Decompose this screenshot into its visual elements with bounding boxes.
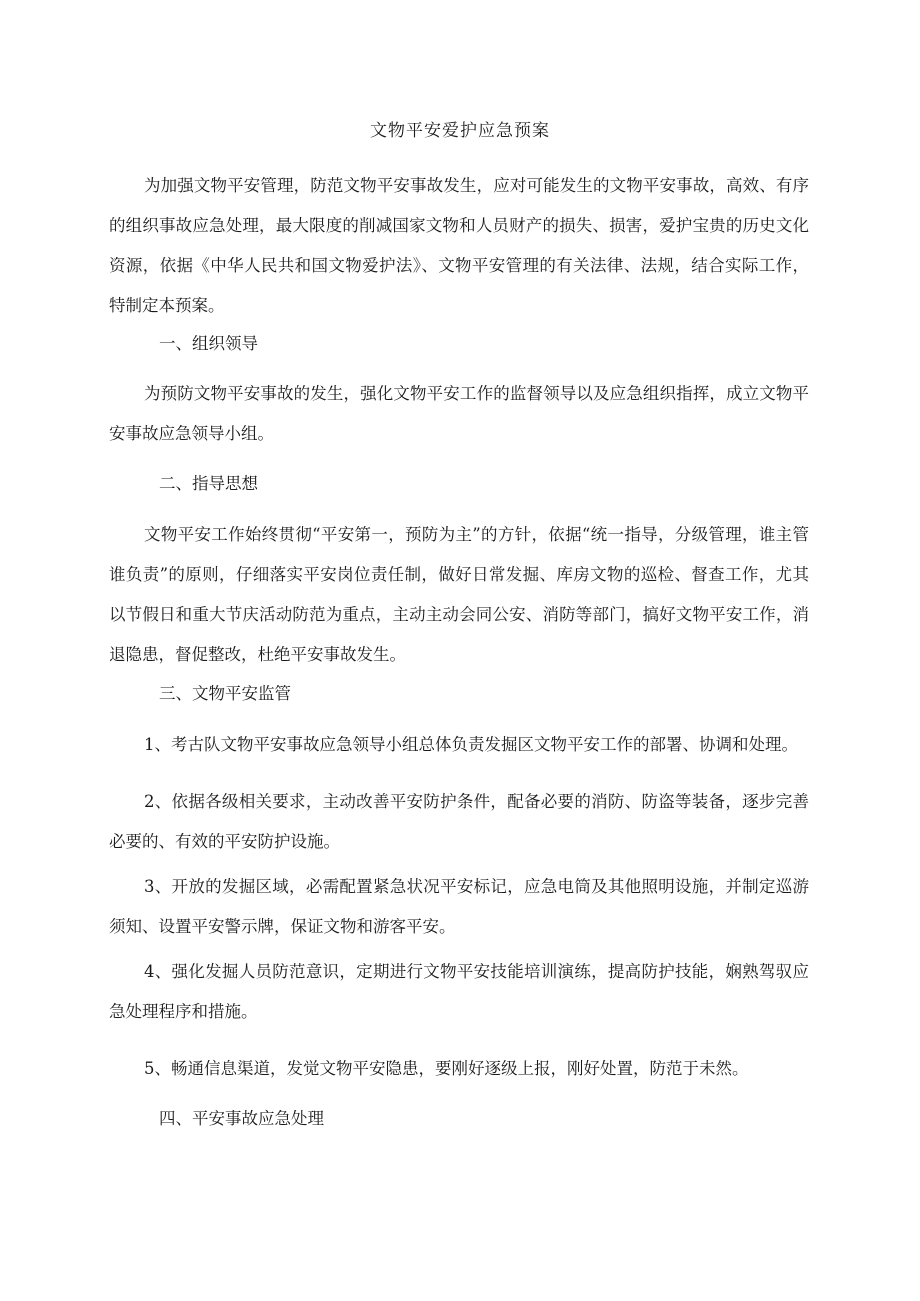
section-heading-guiding-thought: 二、指导思想 [159,474,258,493]
supervision-item: 3、开放的发掘区域，必需配置紧急状况平安标记，应急电筒及其他照明设施，并制定巡游须知、设置平安警示牌，保证文物和游客平安。 [109,877,809,936]
intro-paragraph: 为加强文物平安管理，防范文物平安事故发生，应对可能发生的文物平安事故，高效、有序的组织事故应急处理，最大限度的削减国家文物和人员财产的损失、损害，爱护宝贵的历史文化资源，依据《中华人民共和国文物爱护法》、文物平安管理的有关法律、法规，结合实际工作，特制定本预案。 [109,176,809,315]
organization-paragraph: 为预防文物平安事故的发生，强化文物平安工作的监督领导以及应急组织指挥，成立文物平安事故应急领导小组。 [109,384,809,443]
document-title: 文物平安爱护应急预案 [370,121,550,141]
supervision-item: 5、畅通信息渠道，发觉文物平安隐患，要刚好逐级上报，刚好处置，防范于未然。 [144,1059,749,1078]
section-heading-supervision: 三、文物平安监管 [159,684,291,703]
supervision-item: 1、考古队文物平安事故应急领导小组总体负责发掘区文物平安工作的部署、协调和处理。 [144,735,798,754]
section-heading-emergency-handling: 四、平安事故应急处理 [159,1109,324,1128]
supervision-item: 4、强化发掘人员防范意识，定期进行文物平安技能培训演练，提高防护技能，娴熟驾驭应急处理程序和措施。 [109,962,809,1021]
guiding-thought-paragraph: 文物平安工作始终贯彻“平安第一，预防为主”的方针，依据“统一指导，分级管理，谁主管谁负责”的原则，仔细落实平安岗位责任制，做好日常发掘、库房文物的巡检、督查工作，尤其以节假日和重大节庆活动防范为重点，主动主动会同公安、消防等部门，搞好文物平安工作，消退隐患，督促整改，杜绝平安事故发生。 [109,525,809,664]
supervision-item: 2、依据各级相关要求，主动改善平安防护条件，配备必要的消防、防盗等装备，逐步完善必要的、有效的平安防护设施。 [109,792,809,851]
section-heading-organization: 一、组织领导 [159,334,258,353]
